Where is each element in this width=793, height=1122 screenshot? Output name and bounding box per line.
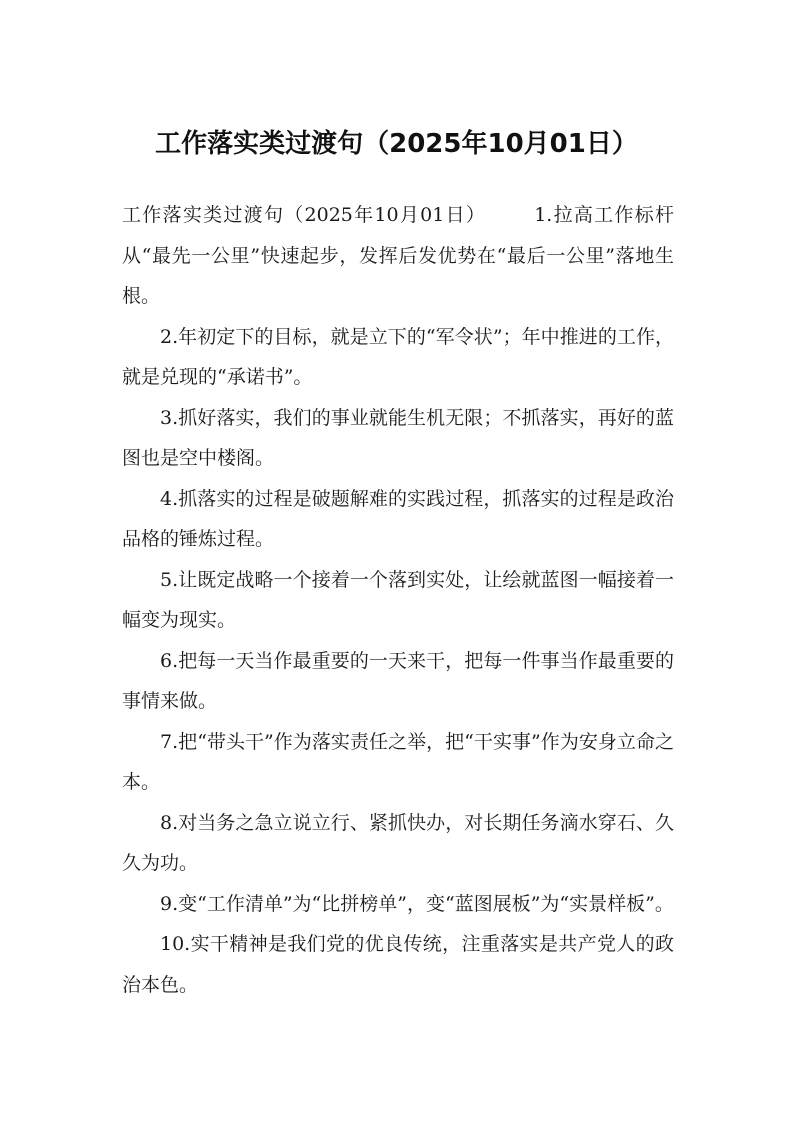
document-title: 工作落实类过渡句（2025年10月01日） — [155, 129, 638, 159]
list-item: 5.让既定战略一个接着一个落到实处，让绘就蓝图一幅接着一幅变为现实。 — [122, 568, 674, 631]
document-body — [122, 195, 674, 1005]
list-item: 2.年初定下的目标，就是立下的“军令状”；年中推进的工作，就是兑现的“承诺书”。 — [122, 325, 674, 388]
intro-heading: 工作落实类过渡句（2025年10月01日） — [122, 204, 487, 226]
list-item: 7.把“带头干”作为落实责任之举，把“干实事”作为安身立命之本。 — [122, 730, 674, 793]
list-item: 4.抓落实的过程是破题解难的实践过程，抓落实的过程是政治品格的锤炼过程。 — [122, 487, 674, 550]
list-item: 10.实干精神是我们党的优良传统，注重落实是共产党人的政治本色。 — [122, 933, 674, 996]
list-item: 8.对当务之急立说立行、紧抓快办，对长期任务滴水穿石、久久为功。 — [122, 811, 674, 874]
list-item: 6.把每一天当作最重要的一天来干，把每一件事当作最重要的事情来做。 — [122, 649, 674, 712]
intro-item: 1.拉高工作标杆从“最先一公里”快速起步，发挥后发优势在“最后一公里”落地生根。 — [122, 204, 674, 307]
intro-paragraph — [122, 195, 674, 317]
list-item: 3.抓好落实，我们的事业就能生机无限；不抓落实，再好的蓝图也是空中楼阁。 — [122, 406, 674, 469]
list-item: 9.变“工作清单”为“比拼榜单”，变“蓝图展板”为“实景样板”。 — [160, 892, 674, 915]
